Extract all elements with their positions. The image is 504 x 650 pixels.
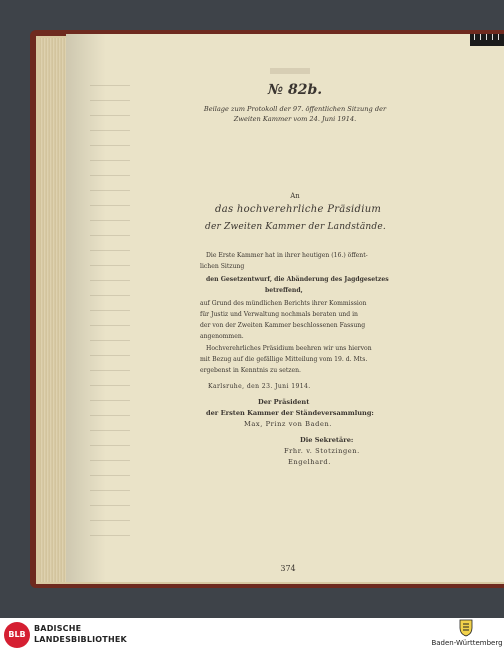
- document-subtitle: Beilage zum Protokoll der 97. öffentlichen Sitzung der Zweiten Kammer vom 24. Juni 1914.: [203, 105, 387, 123]
- president-name: Max, Prinz von Baden.: [244, 420, 332, 428]
- paragraph-line: angenommen.: [200, 333, 244, 340]
- blb-logo-icon: [4, 622, 30, 648]
- secretaries-title: Die Sekretäre:: [300, 436, 354, 444]
- president-title: Der Präsident: [258, 398, 310, 406]
- place-date: Karlsruhe, den 23. Juni 1914.: [208, 383, 311, 390]
- paragraph-line: Hochverehrliches Präsidium beehren wir uns hiervon: [206, 345, 372, 352]
- paragraph-line: Die Erste Kammer hat in ihrer heutigen (16.) öffent-: [206, 252, 368, 259]
- address-an: An: [290, 192, 300, 200]
- secretary-name: Engelhard.: [288, 458, 331, 466]
- scale-ruler: [470, 34, 504, 46]
- paragraph-line-bold: den Gesetzentwurf, die Abänderung des Jagdgesetzes: [206, 276, 389, 283]
- paragraph-line: der von der Zweiten Kammer beschlossenen Fassung: [200, 322, 366, 329]
- page-number: 374: [280, 564, 296, 573]
- document-number: № 82b.: [267, 82, 323, 98]
- blb-logo-text: BLB: [8, 630, 26, 639]
- coat-of-arms-icon: [458, 619, 474, 637]
- library-name-line-2: LANDESBIBLIOTHEK: [34, 635, 127, 644]
- address-line-1: das hochverehrliche Präsidium: [215, 204, 382, 215]
- region-name: Baden-Württemberg: [431, 639, 503, 647]
- branding-bar: [0, 618, 504, 650]
- paragraph-line-bold: betreffend,: [265, 287, 303, 294]
- paragraph-line: ergebenst in Kenntnis zu setzen.: [200, 367, 301, 374]
- secretary-name: Frhr. v. Stotzingen.: [284, 447, 360, 455]
- paragraph-line: mit Bezug auf die gefällige Mitteilung vom 19. d. Mts.: [200, 356, 368, 363]
- chamber-title: der Ersten Kammer der Ständeversammlung:: [206, 409, 374, 417]
- address-line-2: der Zweiten Kammer der Landstände.: [205, 222, 386, 232]
- show-through-heading: [270, 68, 310, 74]
- paragraph-line: auf Grund des mündlichen Berichts ihrer Kommission: [200, 300, 367, 307]
- library-name-line-1: BADISCHE: [34, 624, 82, 633]
- paragraph-line: lichen Sitzung: [200, 263, 245, 270]
- show-through-text: [90, 80, 130, 550]
- paragraph-line: für Justiz und Verwaltung nochmals beraten und in: [200, 311, 358, 318]
